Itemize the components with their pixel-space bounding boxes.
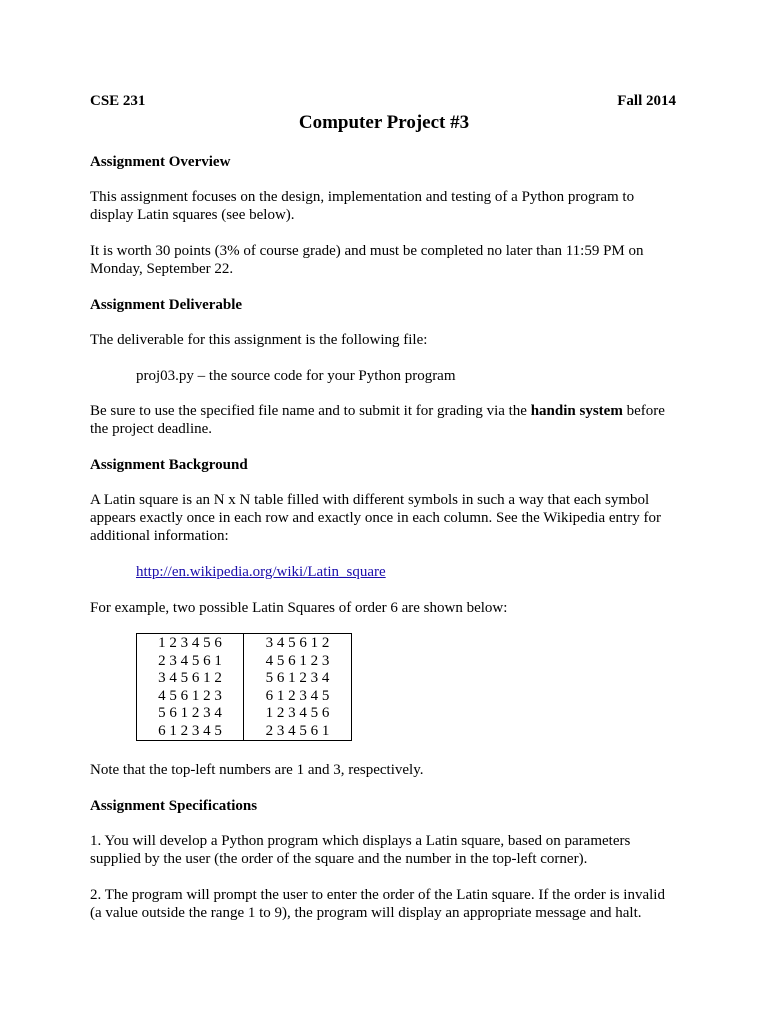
- text-line: supplied by the user (the order of the square and the number in the top-left corner).: [90, 851, 588, 867]
- example-intro: For example, two possible Latin Squares of order 6 are shown below:: [90, 600, 508, 616]
- text-line: [90, 402, 690, 420]
- text-line: (a value outside the range 1 to 9), the program will display an appropriate message and halt.: [90, 905, 642, 921]
- text-line: Monday, September 22.: [90, 261, 234, 277]
- latin-row: 4 5 6 1 2 3: [158, 687, 222, 704]
- term: Fall 2014: [617, 93, 676, 109]
- deliverable-file: proj03.py – the source code for your Python program: [136, 368, 456, 384]
- latin-square-right: [244, 634, 351, 740]
- text-line: additional information:: [90, 528, 229, 544]
- latin-row: 2 3 4 5 6 1: [265, 722, 330, 739]
- latin-square-left: [137, 634, 244, 740]
- overview-paragraph-1: [90, 188, 690, 224]
- page-title: Computer Project #3: [298, 112, 470, 133]
- wikipedia-link[interactable]: http://en.wikipedia.org/wiki/Latin_square: [136, 564, 386, 580]
- deliverable-intro: The deliverable for this assignment is the following file:: [90, 332, 428, 348]
- text-line: A Latin square is an N x N table filled with different symbols in such a way that each symbol: [90, 492, 650, 508]
- latin-row: 1 2 3 4 5 6: [158, 635, 222, 651]
- background-paragraph: [90, 491, 690, 545]
- latin-row: 1 2 3 4 5 6: [265, 705, 330, 722]
- spec-item-2: [90, 886, 690, 922]
- latin-row: 3 4 5 6 1 2: [158, 670, 222, 687]
- text-line: This assignment focuses on the design, implementation and testing of a Python program to: [90, 189, 635, 205]
- text-line: 2. The program will prompt the user to enter the order of the Latin square. If the order is invalid: [90, 887, 665, 903]
- text-line: display Latin squares (see below).: [90, 207, 295, 223]
- latin-row: 5 6 1 2 3 4: [265, 670, 330, 687]
- background-heading: Assignment Background: [90, 457, 248, 473]
- text-line: It is worth 30 points (3% of course grade) and must be completed no later than 11:59 PM on: [90, 243, 644, 259]
- deliverable-note: [90, 402, 690, 438]
- latin-squares-table: [136, 633, 352, 741]
- overview-heading: Assignment Overview: [90, 154, 231, 170]
- handin-system-emphasis: handin system: [530, 403, 623, 419]
- latin-row: 6 1 2 3 4 5: [158, 722, 222, 739]
- latin-row: 2 3 4 5 6 1: [158, 652, 222, 669]
- top-left-note: Note that the top-left numbers are 1 and 3, respectively.: [90, 762, 424, 778]
- note-text: Be sure to use the specified file name and to submit it for grading via the: [90, 403, 531, 419]
- latin-row: 3 4 5 6 1 2: [265, 635, 330, 651]
- deliverable-heading: Assignment Deliverable: [90, 297, 243, 313]
- latin-row: 4 5 6 1 2 3: [265, 652, 330, 669]
- overview-paragraph-2: [90, 242, 690, 278]
- text-line: appears exactly once in each row and exactly once in each column. See the Wikipedia entry for: [90, 510, 661, 526]
- note-text: before: [622, 403, 665, 419]
- specifications-heading: Assignment Specifications: [90, 798, 258, 814]
- spec-item-1: [90, 832, 690, 868]
- latin-row: 5 6 1 2 3 4: [158, 705, 222, 722]
- text-line: the project deadline.: [90, 421, 213, 437]
- course-code: CSE 231: [90, 93, 146, 109]
- text-line: 1. You will develop a Python program which displays a Latin square, based on parameters: [90, 833, 631, 849]
- latin-row: 6 1 2 3 4 5: [265, 687, 330, 704]
